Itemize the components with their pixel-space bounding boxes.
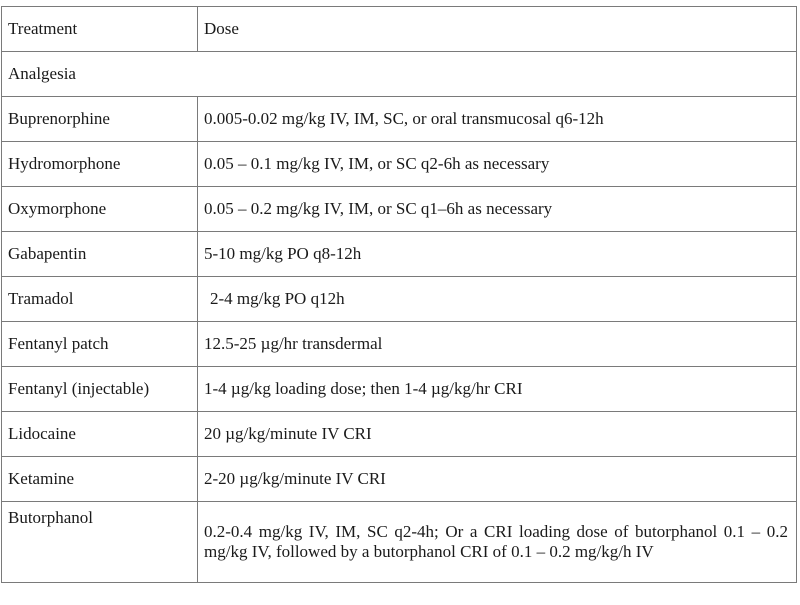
table-row: [2, 367, 797, 412]
table-row: [2, 232, 797, 277]
dose-cell: 0.005-0.02 mg/kg IV, IM, SC, or oral transmucosal q6-12h: [198, 97, 797, 142]
table-row: [2, 457, 797, 502]
dose-cell: 20 µg/kg/minute IV CRI: [198, 412, 797, 457]
treatment-cell: Buprenorphine: [2, 97, 198, 142]
section-title: Analgesia: [2, 52, 797, 97]
table-row: [2, 142, 797, 187]
treatment-cell: Tramadol: [2, 277, 198, 322]
dose-cell: 12.5-25 µg/hr transdermal: [198, 322, 797, 367]
analgesia-dose-table: [1, 6, 797, 583]
table-row: [2, 502, 797, 583]
treatment-cell: Lidocaine: [2, 412, 198, 457]
table-row: [2, 322, 797, 367]
table-row: [2, 412, 797, 457]
dose-cell: 0.05 – 0.1 mg/kg IV, IM, or SC q2-6h as necessary: [198, 142, 797, 187]
treatment-cell: Gabapentin: [2, 232, 198, 277]
dose-cell: 0.05 – 0.2 mg/kg IV, IM, or SC q1–6h as necessary: [198, 187, 797, 232]
header-treatment: Treatment: [2, 7, 198, 52]
treatment-cell: Hydromorphone: [2, 142, 198, 187]
table-row: [2, 187, 797, 232]
dose-cell: 1-4 µg/kg loading dose; then 1-4 µg/kg/hr CRI: [198, 367, 797, 412]
dose-cell: 5-10 mg/kg PO q8-12h: [198, 232, 797, 277]
treatment-cell: Butorphanol: [2, 502, 198, 583]
table-header-row: [2, 7, 797, 52]
dose-cell: 2-20 µg/kg/minute IV CRI: [198, 457, 797, 502]
treatment-cell: Ketamine: [2, 457, 198, 502]
dose-cell: 0.2-0.4 mg/kg IV, IM, SC q2-4h; Or a CRI loading dose of butorphanol 0.1 – 0.2 mg/kg IV, followed by a butorphanol CRI of 0.1 – 0.2 mg/kg/h IV: [198, 502, 797, 583]
header-dose: Dose: [198, 7, 797, 52]
treatment-cell: Fentanyl patch: [2, 322, 198, 367]
table-row: [2, 97, 797, 142]
treatment-cell: Oxymorphone: [2, 187, 198, 232]
table-row: [2, 277, 797, 322]
dose-cell: 2-4 mg/kg PO q12h: [198, 277, 797, 322]
section-row: [2, 52, 797, 97]
treatment-cell: Fentanyl (injectable): [2, 367, 198, 412]
